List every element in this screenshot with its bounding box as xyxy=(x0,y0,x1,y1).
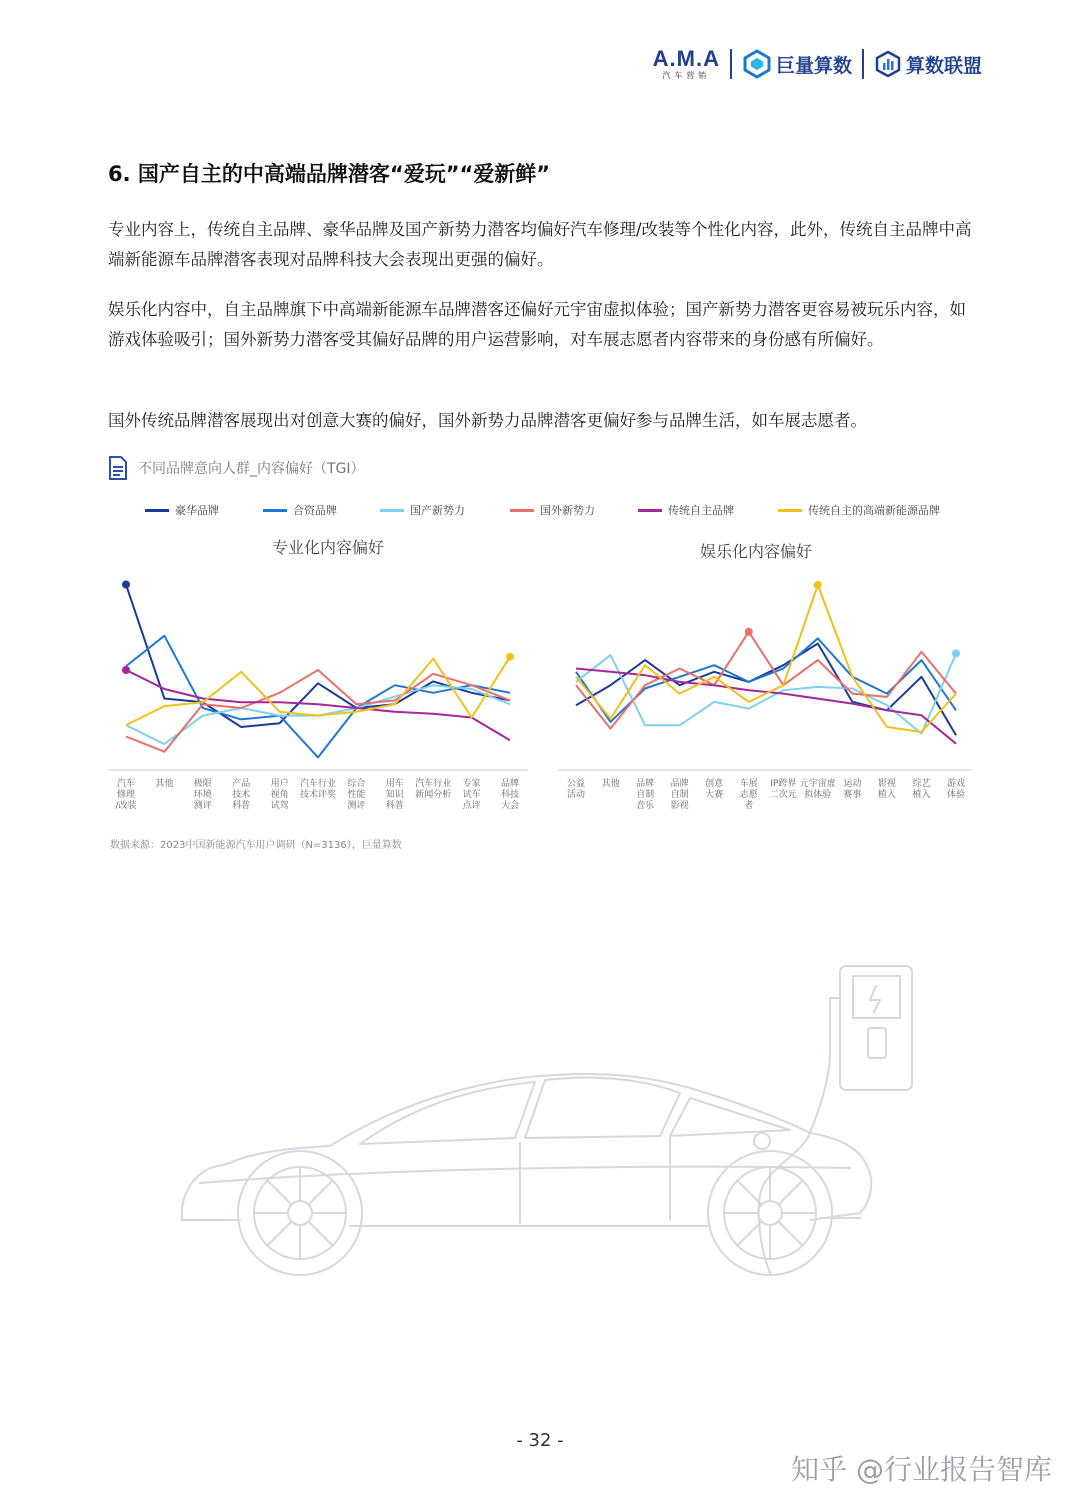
series-line xyxy=(126,585,510,728)
legend-label: 传统自主的高端新能源品牌 xyxy=(808,504,940,517)
x-tick-label: 其他 xyxy=(155,779,174,789)
x-tick-label: IP跨界二次元 xyxy=(769,779,797,800)
series-line xyxy=(126,670,510,752)
x-tick-label: 用车知识科普 xyxy=(385,779,404,811)
page-number: - 32 - xyxy=(516,1430,564,1451)
x-tick-label: 品牌自制影视 xyxy=(670,779,689,811)
paragraph-2: 娱乐化内容中，自主品牌旗下中高端新能源车品牌潜客还偏好元宇宙虚拟体验；国产新势力潜客更容易被玩乐内容，如游戏体验吸引；国外新势力潜客受其偏好品牌的用户运营影响，对车展志愿者内容带来的身份感有所偏好。 xyxy=(108,300,966,349)
suanshu-logo-text: 算数联盟 xyxy=(905,54,982,77)
x-tick-label: 元宇宙虚拟体验 xyxy=(799,779,836,800)
header-logos xyxy=(653,48,982,80)
legend-swatch xyxy=(638,509,662,512)
x-tick-label: 综合性能测评 xyxy=(347,779,366,811)
x-tick-label: 汽车修理/改装 xyxy=(115,779,137,811)
x-tick-label: 极限环境测评 xyxy=(193,779,212,811)
legend-item-traditional-premium-ev xyxy=(778,502,940,518)
chart-2-title: 娱乐化内容偏好 xyxy=(700,542,813,561)
x-tick-label: 汽车行业技术评奖 xyxy=(299,779,337,800)
data-point-marker xyxy=(745,628,753,636)
legend-swatch xyxy=(380,509,404,512)
series-line xyxy=(126,636,510,758)
juliang-logo xyxy=(742,49,852,79)
x-tick-label: 专家试车点评 xyxy=(462,779,481,811)
chart-entertainment xyxy=(558,581,972,811)
legend-item-joint xyxy=(263,502,337,518)
ama-logo xyxy=(653,48,720,80)
x-tick-label: 产品技术科普 xyxy=(232,779,251,811)
x-tick-label: 车展志愿者 xyxy=(739,779,758,811)
data-point-marker xyxy=(506,653,514,661)
x-tick-label: 综艺植入 xyxy=(912,779,931,800)
data-point-marker xyxy=(122,581,130,589)
document-icon xyxy=(108,456,128,480)
x-tick-label: 品牌自制音乐 xyxy=(636,779,655,811)
legend-item-foreign-new xyxy=(510,502,595,518)
data-point-marker xyxy=(814,581,822,589)
legend-item-luxury xyxy=(145,502,219,518)
section-heading: 6. 国产自主的中高端品牌潜客“爱玩”“爱新鲜” xyxy=(108,162,551,186)
legend-swatch xyxy=(263,509,287,512)
legend-label: 合资品牌 xyxy=(293,504,337,517)
suanshu-icon xyxy=(874,50,902,78)
chart-1-title: 专业化内容偏好 xyxy=(272,538,385,557)
paragraph-1: 专业内容上，传统自主品牌、豪华品牌及国产新势力潜客均偏好汽车修理/改装等个性化内容，此外，传统自主品牌中高端新能源车品牌潜客表现对品牌科技大会表现出更强的偏好。 xyxy=(108,220,972,269)
x-tick-label: 游戏体验 xyxy=(946,779,966,800)
x-tick-label: 公益活动 xyxy=(566,779,586,800)
x-tick-label: 运动赛事 xyxy=(843,779,862,800)
legend-label: 国产新势力 xyxy=(410,504,465,517)
legend-item-traditional xyxy=(638,502,734,518)
x-tick-label: 创意大赛 xyxy=(705,779,724,800)
suanshu-logo xyxy=(874,50,982,78)
data-source-note: 数据来源：2023中国新能源汽车用户调研（N=3136），巨量算数 xyxy=(110,840,402,851)
chart-professional xyxy=(108,581,528,812)
juliang-logo-text: 巨量算数 xyxy=(775,54,852,77)
x-tick-label: 品牌科技大会 xyxy=(500,779,520,811)
legend-swatch xyxy=(778,509,802,512)
line-charts xyxy=(0,560,1080,820)
car-charging-illustration xyxy=(170,958,930,1288)
logo-divider xyxy=(730,49,732,79)
legend-label: 国外新势力 xyxy=(540,504,595,517)
ama-logo-text: A.M.A xyxy=(652,46,720,71)
legend-label: 传统自主品牌 xyxy=(668,504,734,517)
legend-swatch xyxy=(145,509,169,512)
chart-section-header xyxy=(108,456,365,480)
x-tick-label: 汽车行业新闻分析 xyxy=(415,779,452,800)
juliang-icon xyxy=(742,49,772,79)
data-point-marker xyxy=(952,649,960,657)
legend-swatch xyxy=(510,509,534,512)
paragraph-3: 国外传统品牌潜客展现出对创意大赛的偏好，国外新势力品牌潜客更偏好参与品牌生活，如车展志愿者。 xyxy=(108,411,867,430)
legend-item-domestic-new xyxy=(380,502,465,518)
ama-logo-subtext: 汽车营销 xyxy=(662,71,711,80)
watermark: 知乎 @行业报告智库 xyxy=(791,1453,1052,1486)
legend-label: 豪华品牌 xyxy=(175,504,219,517)
chart-section-title: 不同品牌意向人群_内容偏好（TGI） xyxy=(138,461,365,477)
logo-divider-2 xyxy=(862,49,864,79)
x-tick-label: 用户视角试驾 xyxy=(270,779,289,811)
chart-legend xyxy=(0,502,1080,522)
data-point-marker xyxy=(122,666,130,674)
x-tick-label: 其他 xyxy=(601,779,620,789)
x-tick-label: 影视植入 xyxy=(877,779,896,800)
